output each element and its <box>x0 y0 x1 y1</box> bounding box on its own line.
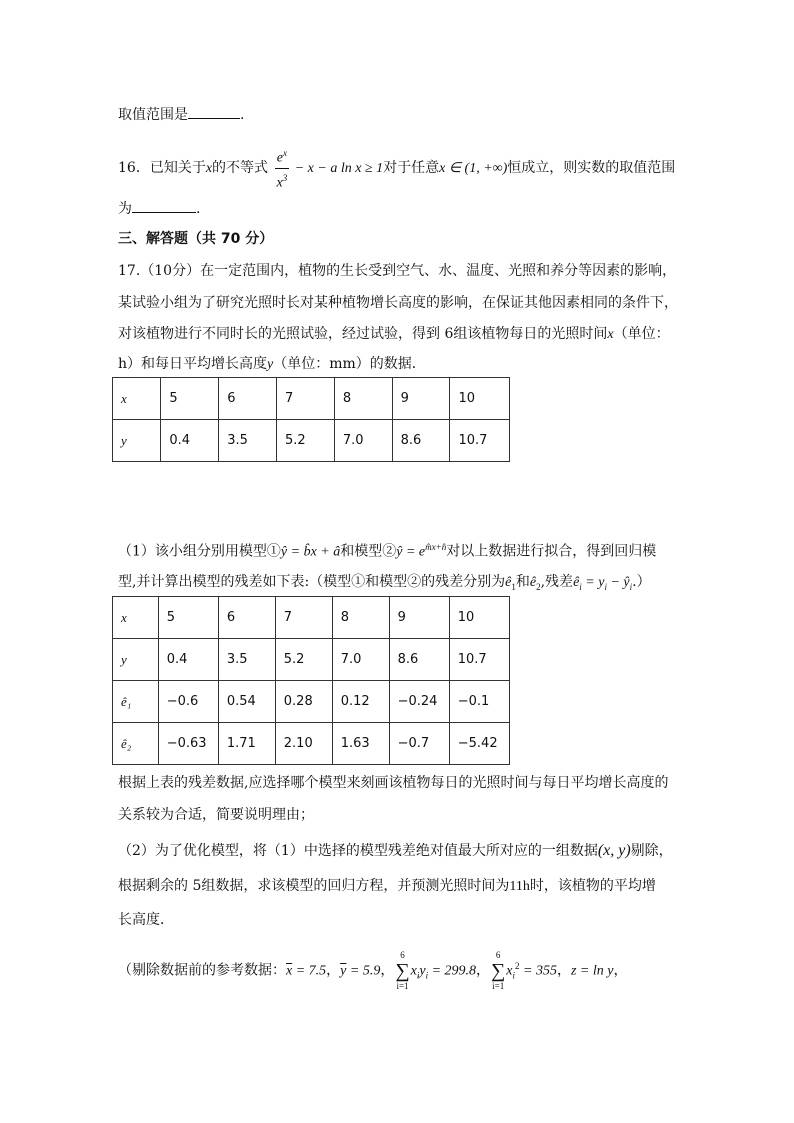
table-cell: 2.10 <box>275 723 332 765</box>
cond-pre: 对于任意 <box>383 160 440 177</box>
sum1-y: y <box>419 963 426 979</box>
table-row <box>113 420 510 462</box>
row-header-cell: y <box>113 639 159 681</box>
sum2-x: x <box>506 963 513 979</box>
frac-num-sup: x <box>282 148 287 158</box>
resid-ei: ê <box>573 575 580 590</box>
q16-number: 16．已知关于 <box>118 160 206 177</box>
q17-intro-4 <box>118 354 426 375</box>
intro4-var: y <box>267 357 274 372</box>
after-table-1: 根据上表的残差数据,应选择哪个模型来刻画该植物每日的光照时间与每日平均增长高度的 <box>118 775 669 791</box>
table-cell: 10.7 <box>450 420 510 462</box>
z-def: z = ln y <box>570 963 614 979</box>
table2-body <box>113 597 510 765</box>
q16-line2-pre: 为 <box>118 201 132 217</box>
table-cell: 5.2 <box>275 639 332 681</box>
part1-line1 <box>118 537 656 563</box>
sum1-top: 6 <box>400 949 405 960</box>
line-range-answer <box>118 104 244 125</box>
table-cell: −0.6 <box>158 681 218 723</box>
row-header-cell: y <box>113 420 161 462</box>
table-cell: 8 <box>334 378 392 420</box>
sum1-val: = 299.8 <box>428 963 477 979</box>
data-table-2 <box>112 596 510 765</box>
table-cell: 0.54 <box>218 681 275 723</box>
answer-blank <box>188 104 240 119</box>
fraction-ex-over-x3 <box>275 144 290 192</box>
sum2-top: 6 <box>495 949 501 960</box>
row-header-cell: ê₁ <box>113 681 159 723</box>
model-2-exp: m̂x+n̂ <box>425 542 447 552</box>
sum-symbol-2: 6 ∑ i=1 <box>491 949 506 991</box>
intro4-b: （单位：mm）的数据． <box>273 356 426 372</box>
intro3-pre: 对该植物进行不同时长的光照试验，经过试验，得到 6组该植物每日的光照时间 <box>118 326 608 342</box>
row-header-cell: x <box>113 597 159 639</box>
table-cell: −0.24 <box>389 681 449 723</box>
table-row <box>113 597 510 639</box>
pair-xy: (x, y) <box>597 842 631 859</box>
ybar-val: = 5.9 <box>346 963 381 979</box>
table-cell: 0.4 <box>158 639 218 681</box>
part1-line2-d: .） <box>632 574 651 590</box>
model-1: ŷ = b̂x + â <box>280 544 341 560</box>
part1-line2-a: 型,并计算出模型的残差如下表:（模型①和模型②的残差分别为 <box>118 574 506 590</box>
sum2-val: = 355 <box>519 963 557 979</box>
resid-e2-sub: 2 <box>536 581 541 592</box>
sum1-x: x <box>410 963 417 979</box>
inequality: − x − a ln x ≥ 1 <box>291 161 384 177</box>
comma-1: ， <box>326 962 341 979</box>
table1-body <box>113 378 510 462</box>
frac-num: e <box>276 150 283 166</box>
resid-eq-sub: i <box>604 581 607 592</box>
table-cell: −0.1 <box>449 681 509 723</box>
comma-2: ， <box>380 962 395 979</box>
table-cell: 0.12 <box>332 681 389 723</box>
table-cell: 8 <box>332 597 389 639</box>
cond-set: x ∈ (1, +∞) <box>439 161 508 177</box>
q17-intro-1: 17.（10分）在一定范围内，植物的生长受到空气、水、温度、光照和养分等因素的影响， <box>118 263 677 279</box>
table-cell: 7.0 <box>332 639 389 681</box>
table-cell: 9 <box>392 378 450 420</box>
table-row <box>113 681 510 723</box>
intro4-a: h）和每日平均增长高度 <box>118 356 268 372</box>
part1-a: （1）该小组分别用模型① <box>118 543 281 560</box>
table-cell: 3.5 <box>218 639 275 681</box>
var-x: x <box>205 161 213 177</box>
answer-blank-2 <box>132 198 196 213</box>
row-header-cell: ê₂ <box>113 723 159 765</box>
table-row <box>113 639 510 681</box>
table-cell: 7 <box>277 378 335 420</box>
row-header-cell: x <box>113 378 161 420</box>
resid-e2: ê <box>529 575 537 590</box>
part1-line2 <box>118 572 651 597</box>
resid-eq: = y <box>581 575 605 590</box>
part1-line2-b: 和 <box>515 574 530 590</box>
sum1-bot: i=1 <box>396 980 409 991</box>
section-title: 三、解答题（共 70 分） <box>118 231 274 247</box>
table-cell: 8.6 <box>389 639 449 681</box>
table-cell: 7.0 <box>334 420 392 462</box>
intro3-var: x <box>607 327 614 342</box>
table-cell: 3.5 <box>219 420 277 462</box>
table-cell: −5.42 <box>449 723 509 765</box>
table-cell: 1.71 <box>218 723 275 765</box>
table-cell: 10 <box>450 378 510 420</box>
part1-b: 和模型② <box>340 543 397 560</box>
table-cell: 8.6 <box>392 420 450 462</box>
table-cell: 7 <box>275 597 332 639</box>
sum-symbol-1: 6 ∑ i=1 <box>395 949 410 991</box>
resid-e1-sub: 1 <box>511 581 516 592</box>
period: . <box>240 107 245 123</box>
resid-ei-sub: i <box>579 581 582 592</box>
table-cell: −0.63 <box>158 723 218 765</box>
xbar-val: = 7.5 <box>292 963 327 979</box>
resid-eq2-sub: i <box>629 581 633 592</box>
sum2-sup: 2 <box>515 961 520 971</box>
xbar: $\overline{x}$ <box>286 963 293 979</box>
table-cell: 9 <box>389 597 449 639</box>
frac-den-sup: 3 <box>282 172 288 183</box>
table-cell: 1.63 <box>332 723 389 765</box>
resid-eq2: − ŷ <box>606 575 630 590</box>
ybar: $\overline{y}$ <box>340 963 347 979</box>
table-cell: −0.7 <box>389 723 449 765</box>
frac-den: x <box>276 175 283 191</box>
part2-line2 <box>118 876 656 897</box>
table-cell: 5 <box>158 597 218 639</box>
table-cell: 6 <box>219 378 277 420</box>
part1-line2-c: ,残差 <box>540 574 574 590</box>
part1-c: 对以上数据进行拟合，得到回归模 <box>446 543 657 560</box>
part2-line1 <box>118 841 673 861</box>
comma-4: ， <box>556 962 571 979</box>
text-range: 取值范围是 <box>118 107 188 123</box>
cond-post: 恒成立，则实数的取值范围 <box>507 160 676 177</box>
table-cell: 10.7 <box>449 639 509 681</box>
table-cell: 0.4 <box>161 420 219 462</box>
q17-intro-2: 某试验小组为了研究光照时长对某种植物增长高度的影响，在保证其他因素相同的条件下， <box>118 295 678 311</box>
comma-5: ， <box>613 962 628 979</box>
after-table-2: 关系较为合适，简要说明理由； <box>118 807 314 823</box>
table-cell: 5.2 <box>277 420 335 462</box>
table-cell: 10 <box>449 597 509 639</box>
part2-line2-a: 根据剩余的 5组数据，求该模型的回归方程，并预测光照时间为 <box>118 878 510 894</box>
time-11h: 11h <box>509 879 530 894</box>
intro3-post: （单位： <box>613 326 670 342</box>
data-table-1 <box>112 377 510 462</box>
model-2: ŷ = e <box>396 544 426 560</box>
q17-intro-3 <box>118 324 670 345</box>
table-cell: 0.28 <box>275 681 332 723</box>
reference-data: （剔除数据前的参考数据：$\overline{x} = 7.5$，$\overline{y} = 5.9$， 6 ∑ i=1 $x_iy_i = 299.8$， 6 ∑ i=1 $x_i^2 = 355$，z = ln y， <box>118 949 628 991</box>
table-row <box>113 378 510 420</box>
part2-line3: 长高度． <box>118 912 174 928</box>
sum2-bot: i=1 <box>492 980 505 991</box>
period-2: . <box>196 201 201 217</box>
q16-mid-text: 的不等式 <box>212 160 269 177</box>
ref-pre: （剔除数据前的参考数据： <box>118 962 286 979</box>
resid-e1: ê <box>505 575 512 590</box>
table-cell: 6 <box>218 597 275 639</box>
part2-line2-b: 时，该植物的平均增 <box>529 878 656 894</box>
table-cell: 5 <box>161 378 219 420</box>
question-16-line2 <box>118 198 200 219</box>
question-16 <box>118 144 675 192</box>
part2-a: （2）为了优化模型，将（1）中选择的模型残差绝对值最大所对应的一组数据 <box>118 843 598 859</box>
part2-b: 剔除， <box>630 843 673 859</box>
table-row <box>113 723 510 765</box>
comma-3: ， <box>476 962 491 979</box>
